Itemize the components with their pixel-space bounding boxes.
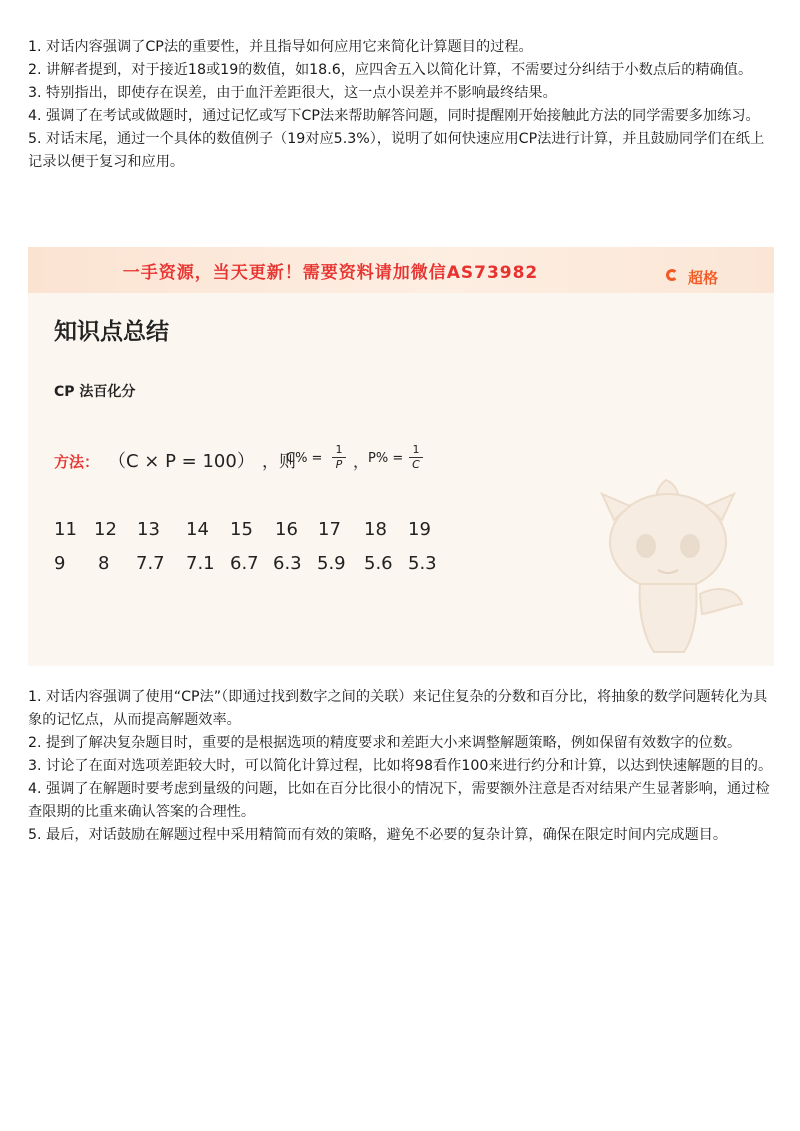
note-item: 2. 讲解者提到，对于接近18或19的数值，如18.6，应四舍五入以简化计算，不需要过分纠结于小数点后的精确值。 — [28, 62, 753, 78]
note-item: 4. 强调了在解题时要考虑到量级的问题，比如在百分比很小的情况下，需要额外注意是否对结果产生显著影响，通过检查限期的比重来确认答案的合理性。 — [28, 781, 770, 820]
method-then: ，则 — [262, 452, 296, 472]
lecture-slide — [28, 247, 774, 666]
mascot-right-eye — [680, 534, 700, 558]
promo-banner — [28, 247, 774, 293]
c-fraction-denominator: P — [335, 458, 343, 471]
banner-text: 一手资源，当天更新！需要资料请加微信AS73982 — [122, 263, 539, 283]
note-item: 3. 讨论了在面对选项差距较大时，可以简化计算过程，比如将98看作100来进行约分和计算，以达到快速解题的目的。 — [28, 758, 773, 774]
c-value: 11 — [54, 519, 77, 540]
p-fraction — [409, 443, 423, 472]
p-value: 7.1 — [186, 553, 215, 574]
note-item: 3. 特别指出，即使存在误差，由于血汗差距很大，这一点小误差并不影响最终结果。 — [28, 85, 557, 101]
c-fraction-numerator: 1 — [332, 443, 346, 458]
unicorn-mascot-watermark — [588, 472, 748, 657]
c-percent-label: C% = — [286, 451, 323, 466]
c-value: 17 — [318, 519, 341, 540]
p-fraction-numerator: 1 — [409, 443, 423, 458]
c-value: 13 — [137, 519, 160, 540]
brand-logo-text: 超格 — [688, 269, 719, 287]
note-item: 1. 对话内容强调了使用“CP法”（即通过找到数字之间的关联）来记住复杂的分数和百分比，将抽象的数学问题转化为具象的记忆点，从而提高解题效率。 — [28, 689, 768, 728]
c-value: 14 — [186, 519, 209, 540]
p-value: 9 — [54, 553, 66, 574]
note-item: 5. 最后，对话鼓励在解题过程中采用精简而有效的策略，避免不必要的复杂计算，确保在限定时间内完成题目。 — [28, 827, 728, 843]
p-value: 8 — [98, 553, 110, 574]
c-value: 16 — [275, 519, 298, 540]
p-value: 5.9 — [317, 553, 346, 574]
mascot-body — [640, 584, 697, 652]
method-formula: （C × P = 100） — [108, 451, 255, 472]
c-values-row — [54, 519, 474, 543]
c-value: 19 — [408, 519, 431, 540]
note-item: 1. 对话内容强调了CP法的重要性，并且指导如何应用它来简化计算题目的过程。 — [28, 39, 533, 55]
note-item: 5. 对话末尾，通过一个具体的数值例子（19对应5.3%），说明了如何快速应用CP法进行计算，并且鼓励同学们在纸上记录以便于复习和应用。 — [28, 131, 765, 170]
mascot-left-eye — [636, 534, 656, 558]
slide-title: 知识点总结 — [54, 319, 169, 345]
p-value: 5.6 — [364, 553, 393, 574]
c-value: 18 — [364, 519, 387, 540]
c-value: 12 — [94, 519, 117, 540]
mascot-wing — [700, 589, 742, 614]
method-label: 方法： — [54, 453, 100, 471]
p-fraction-denominator: C — [412, 458, 420, 471]
c-fraction — [332, 443, 346, 472]
p-value: 5.3 — [408, 553, 437, 574]
p-value: 7.7 — [136, 553, 165, 574]
brand-logo-icon — [666, 269, 678, 281]
p-values-row — [54, 553, 474, 577]
slide-subtitle: CP 法百化分 — [54, 384, 136, 400]
p-value: 6.3 — [273, 553, 302, 574]
method-comma: ， — [353, 452, 370, 471]
p-value: 6.7 — [230, 553, 259, 574]
note-item: 4. 强调了在考试或做题时，通过记忆或写下CP法来帮助解答问题，同时提醒刚开始接触此方法的同学需要多加练习。 — [28, 108, 760, 124]
summary-notes-top — [28, 36, 773, 174]
summary-notes-bottom — [28, 686, 773, 847]
c-value: 15 — [230, 519, 253, 540]
p-percent-label: P% = — [368, 451, 404, 466]
note-item: 2. 提到了解决复杂题目时，重要的是根据选项的精度要求和差距大小来调整解题策略，例如保留有效数字的位数。 — [28, 735, 742, 751]
